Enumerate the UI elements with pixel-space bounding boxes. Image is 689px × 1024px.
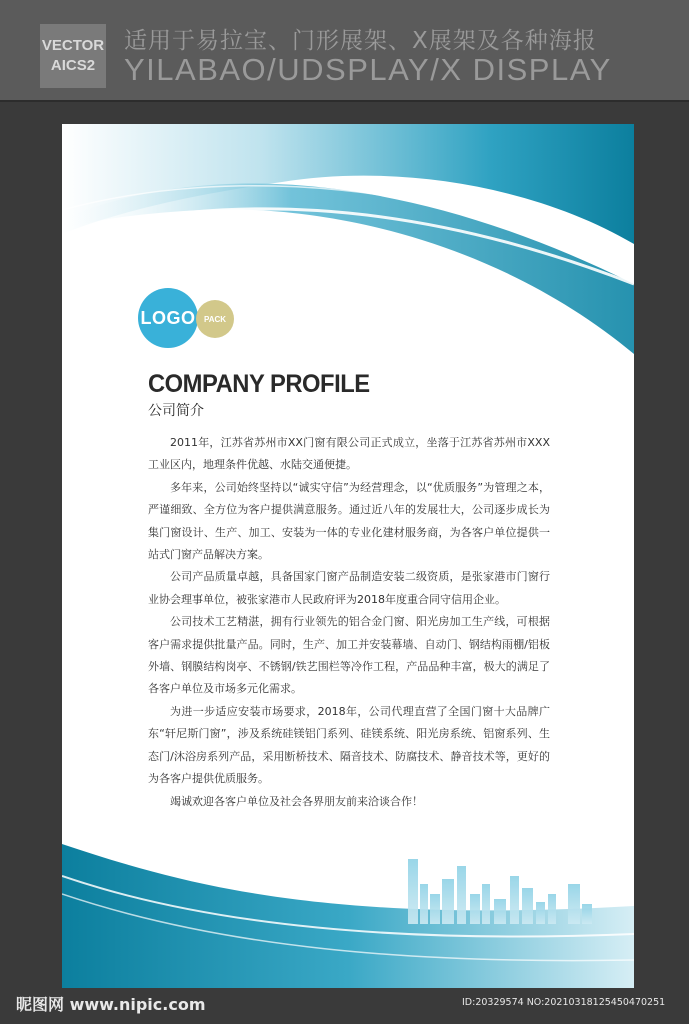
- logo-circle: [138, 288, 198, 348]
- header-divider: [0, 100, 689, 102]
- footer-site: 昵图网 www.nipic.com: [16, 995, 206, 1014]
- profile-paragraph: 多年来，公司始终坚持以“诚实守信”为经营理念，以“优质服务”为管理之本，严谨细致、全方位为客户提供满意服务。通过近八年的发展壮大，公司逐步成长为集门窗设计、生产、加工、安装为一体的专业化建材服务商，为各客户单位提供一站式门窗产品解决方案。: [148, 480, 550, 562]
- pack-text: PACK: [203, 314, 227, 324]
- pack-circle: [196, 300, 234, 338]
- badge-line2: AICS2: [50, 57, 96, 74]
- profile-paragraph: 2011年，江苏省苏州市XX门窗有限公司正式成立，坐落于江苏省苏州市XXX工业区内，地理条件优越、水陆交通便捷。: [148, 436, 550, 472]
- logo-text: LOGO: [140, 307, 196, 328]
- profile-paragraph: 竭诚欢迎各客户单位及社会各界朋友前来洽谈合作！: [170, 794, 423, 808]
- footer-id: ID:20329574 NO:20210318125450470251: [462, 997, 666, 1008]
- profile-title-cn: 公司简介: [148, 403, 204, 419]
- header-bar: [0, 0, 689, 100]
- vector-badge: [40, 24, 106, 88]
- profile-paragraph: 公司技术工艺精湛，拥有行业领先的铝合金门窗、阳光房加工生产线，可根据客户需求提供批量产品。同时，生产、加工并安装幕墙、自动门、钢结构雨棚/铝板外墙、钢膜结构岗亭、不锈钢/铁艺围栏等冷作工程，产品品种丰富，极大的满足了各客户单位及市场多元化需求。: [148, 615, 550, 696]
- profile-content: [148, 432, 550, 813]
- badge-line1: VECTOR: [41, 37, 105, 54]
- header-title-en: YILABAO/UDSPLAY/X DISPLAY: [124, 52, 612, 87]
- profile-title-en: COMPANY PROFILE: [148, 370, 370, 398]
- profile-paragraph: 公司产品质量卓越，具备国家门窗产品制造安装二级资质，是张家港市门窗行业协会理事单位，被张家港市人民政府评为2018年度重合同守信用企业。: [148, 570, 550, 606]
- header-title-cn: 适用于易拉宝、门形展架、X展架及各种海报: [124, 28, 597, 54]
- profile-paragraph: 为进一步适应安装市场要求，2018年，公司代理直营了全国门窗十大品牌广东“轩尼斯门窗”，涉及系统硅镁铝门系列、硅镁系统、阳光房系统、铝窗系列、生态门/沐浴房系列产品，采用断桥技术、隔音技术、防腐技术、静音技术等，更好的为各客户提供优质服务。: [148, 704, 550, 786]
- poster: [62, 124, 634, 988]
